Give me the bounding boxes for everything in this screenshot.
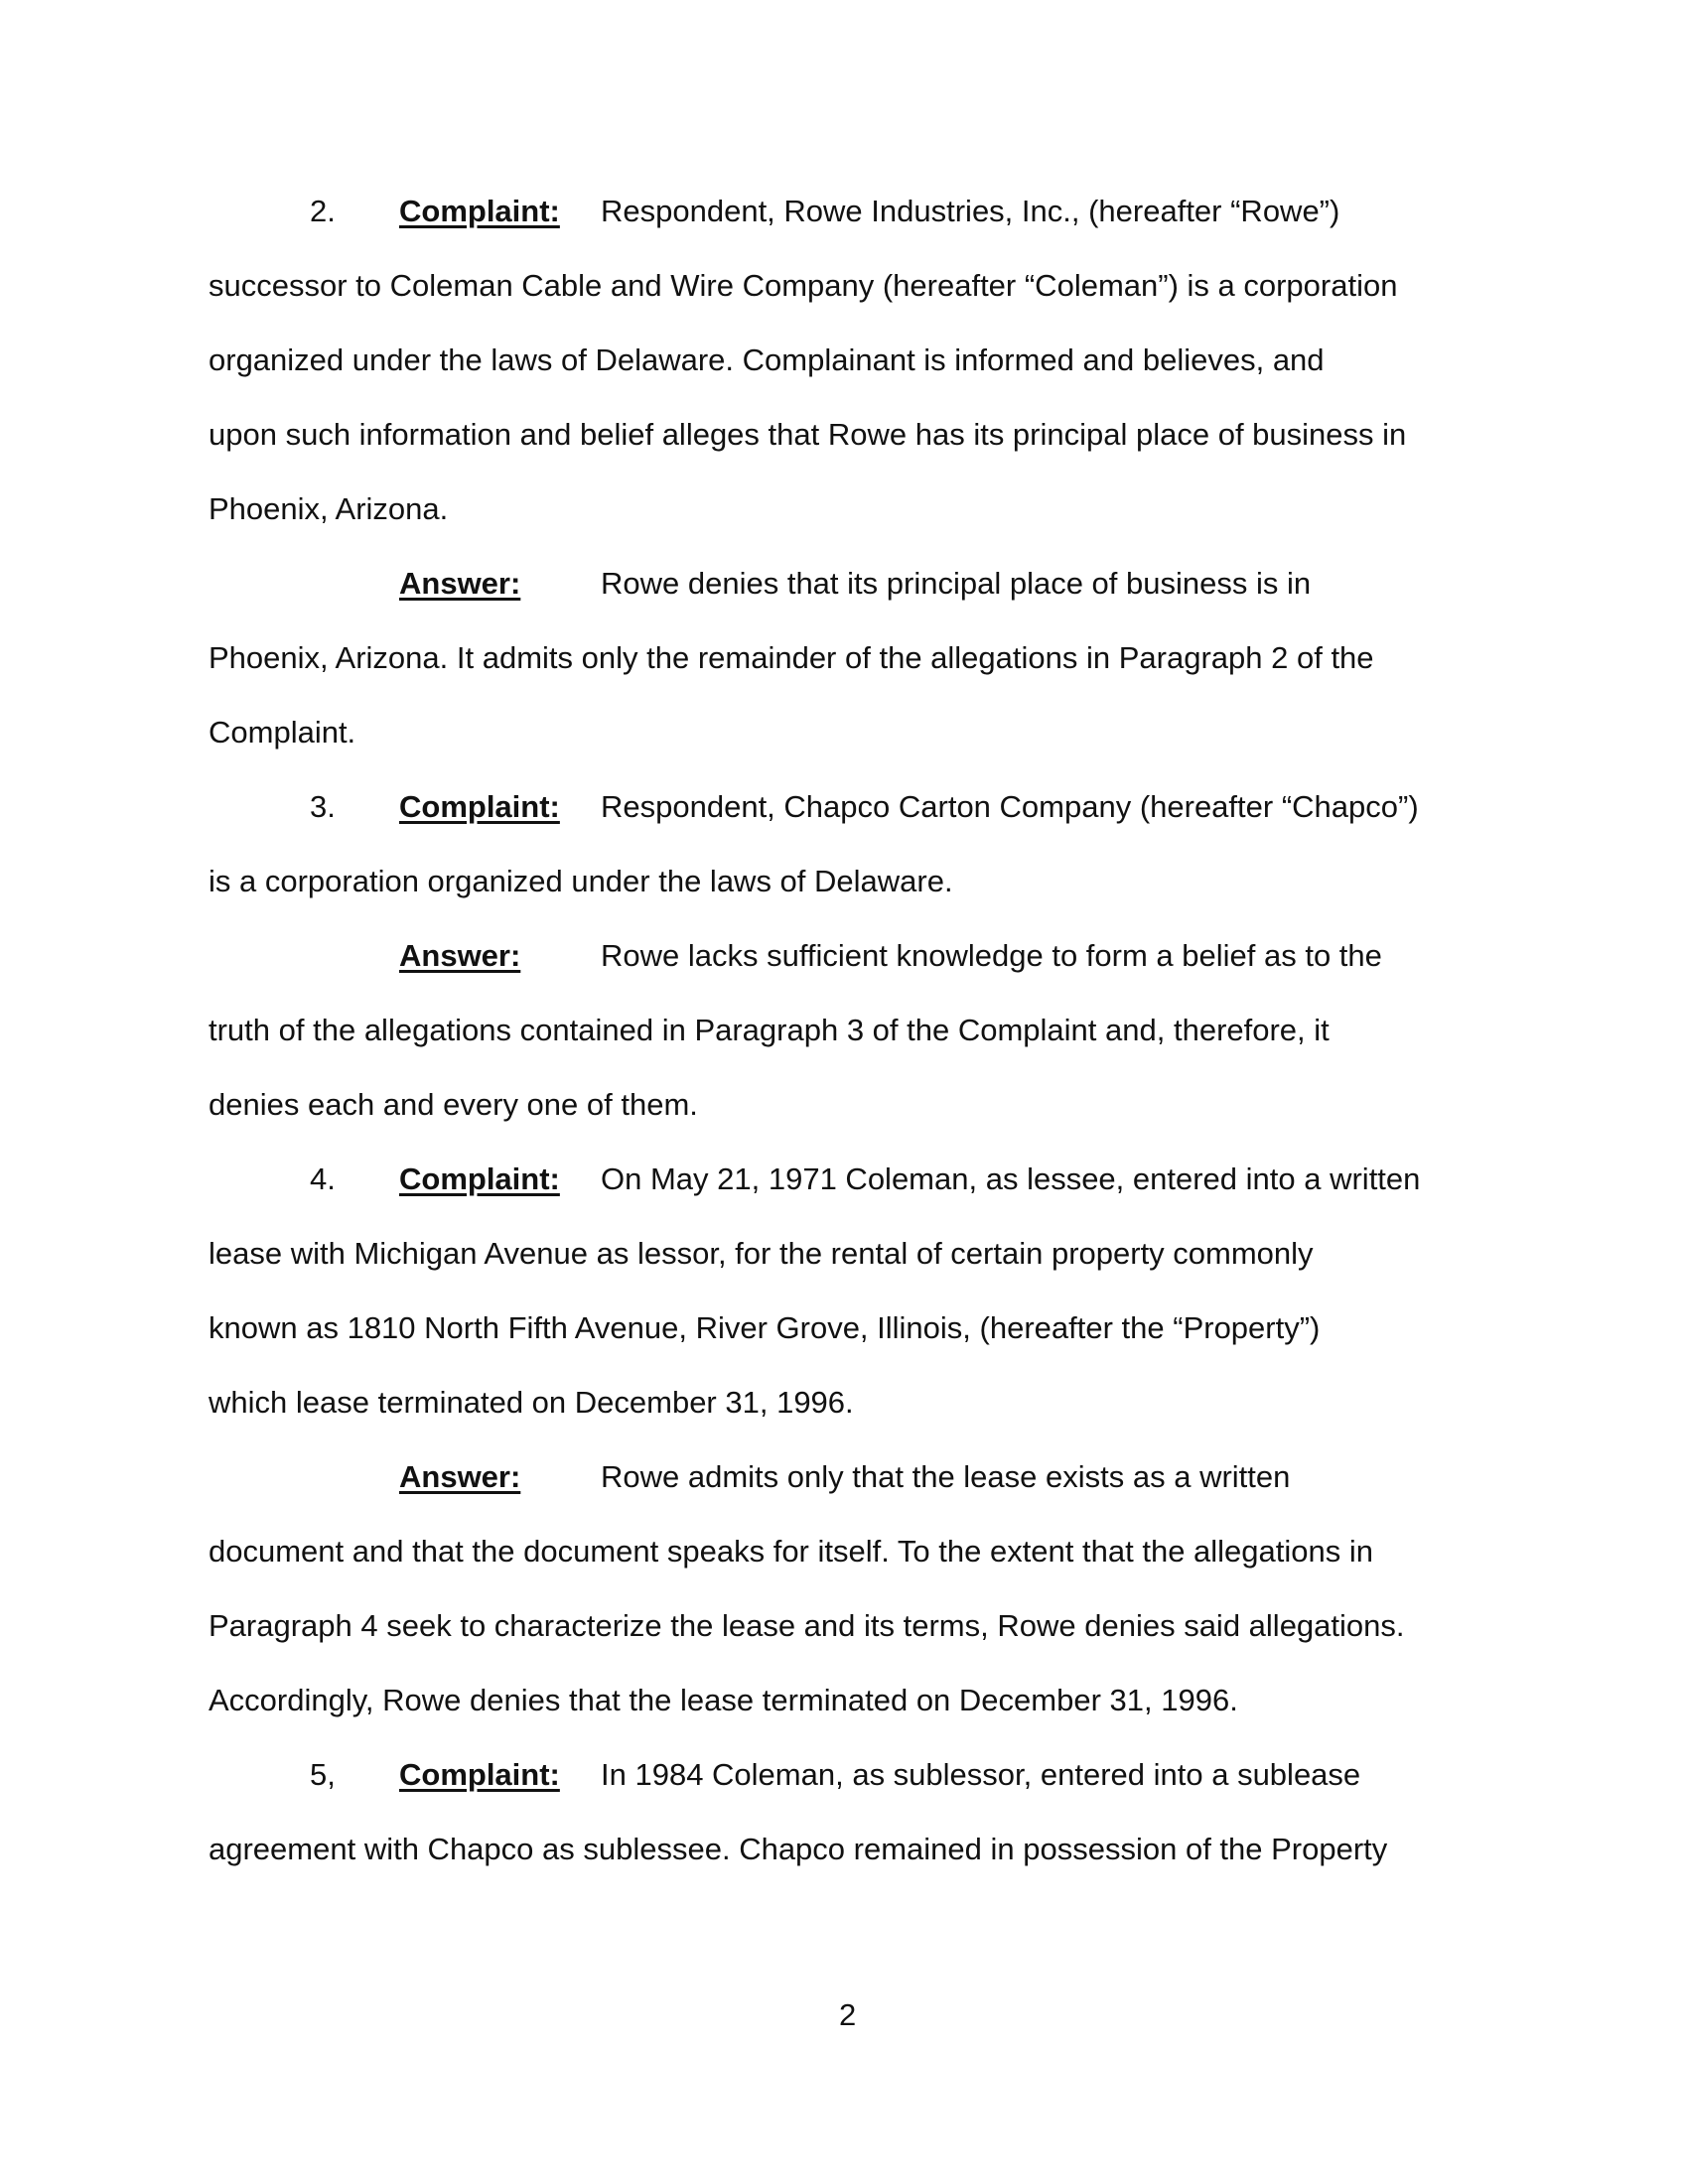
answer-line <box>0 1588 1684 1663</box>
complaint-label: Complaint: <box>399 1161 560 1196</box>
answer-line <box>0 546 1684 620</box>
complaint-line <box>0 323 1684 397</box>
answer-label: Answer: <box>399 938 521 973</box>
complaint-line <box>0 248 1684 323</box>
paragraph-number: 4. <box>310 1161 336 1196</box>
answer-line <box>0 1663 1684 1737</box>
answer-label: Answer: <box>399 1459 521 1494</box>
document-body <box>0 174 1684 1886</box>
paragraph-text: In 1984 Coleman, as sublessor, entered into a sublease <box>601 1757 1361 1792</box>
paragraph-text: Rowe admits only that the lease exists as a written <box>601 1459 1291 1494</box>
answer-line <box>0 993 1684 1067</box>
paragraph-text: Phoenix, Arizona. <box>209 491 449 526</box>
paragraph-text: Accordingly, Rowe denies that the lease terminated on December 31, 1996. <box>209 1683 1238 1717</box>
complaint-line <box>0 844 1684 918</box>
paragraph-text: upon such information and belief alleges that Rowe has its principal place of business in <box>209 417 1407 452</box>
paragraph-text: Rowe denies that its principal place of business is in <box>601 566 1312 601</box>
paragraph-text: truth of the allegations contained in Paragraph 3 of the Complaint and, therefore, it <box>209 1013 1330 1047</box>
paragraph-text: denies each and every one of them. <box>209 1087 698 1122</box>
answer-line <box>0 620 1684 695</box>
paragraph-text: known as 1810 North Fifth Avenue, River Grove, Illinois, (hereafter the “Property”) <box>209 1310 1321 1345</box>
complaint-label: Complaint: <box>399 789 560 824</box>
paragraph-number: 3. <box>310 789 336 824</box>
paragraph-text: document and that the document speaks for itself. To the extent that the allegations in <box>209 1534 1374 1569</box>
paragraph-text: successor to Coleman Cable and Wire Company (hereafter “Coleman”) is a corporation <box>209 268 1398 303</box>
complaint-line <box>0 1216 1684 1291</box>
complaint-line <box>0 174 1684 248</box>
paragraph-text: Respondent, Chapco Carton Company (hereafter “Chapco”) <box>601 789 1419 824</box>
complaint-line <box>0 769 1684 844</box>
complaint-line <box>0 397 1684 472</box>
paragraph-text: On May 21, 1971 Coleman, as lessee, entered into a written <box>601 1161 1421 1196</box>
page-number: 2 <box>839 1997 857 2032</box>
paragraph-number: 2. <box>310 194 336 228</box>
paragraph-text: Rowe lacks sufficient knowledge to form a belief as to the <box>601 938 1382 973</box>
complaint-line <box>0 1737 1684 1812</box>
answer-line <box>0 1439 1684 1514</box>
answer-label: Answer: <box>399 566 521 601</box>
answer-line <box>0 918 1684 993</box>
complaint-line <box>0 472 1684 546</box>
answer-line <box>0 695 1684 769</box>
paragraph-text: Complaint. <box>209 715 356 750</box>
complaint-label: Complaint: <box>399 194 560 228</box>
paragraph-text: Respondent, Rowe Industries, Inc., (hereafter “Rowe”) <box>601 194 1340 228</box>
complaint-line <box>0 1142 1684 1216</box>
complaint-line <box>0 1291 1684 1365</box>
answer-line <box>0 1514 1684 1588</box>
complaint-label: Complaint: <box>399 1757 560 1792</box>
paragraph-number: 5, <box>310 1757 336 1792</box>
answer-line <box>0 1067 1684 1142</box>
paragraph-text: agreement with Chapco as sublessee. Chapco remained in possession of the Property <box>209 1832 1388 1866</box>
complaint-line <box>0 1812 1684 1886</box>
paragraph-text: which lease terminated on December 31, 1996. <box>209 1385 854 1420</box>
paragraph-text: Phoenix, Arizona. It admits only the remainder of the allegations in Paragraph 2 of the <box>209 640 1374 675</box>
paragraph-text: is a corporation organized under the laws of Delaware. <box>209 864 953 898</box>
paragraph-text: organized under the laws of Delaware. Complainant is informed and believes, and <box>209 342 1325 377</box>
paragraph-text: lease with Michigan Avenue as lessor, for the rental of certain property commonly <box>209 1236 1314 1271</box>
complaint-line <box>0 1365 1684 1439</box>
paragraph-text: Paragraph 4 seek to characterize the lease and its terms, Rowe denies said allegations. <box>209 1608 1405 1643</box>
